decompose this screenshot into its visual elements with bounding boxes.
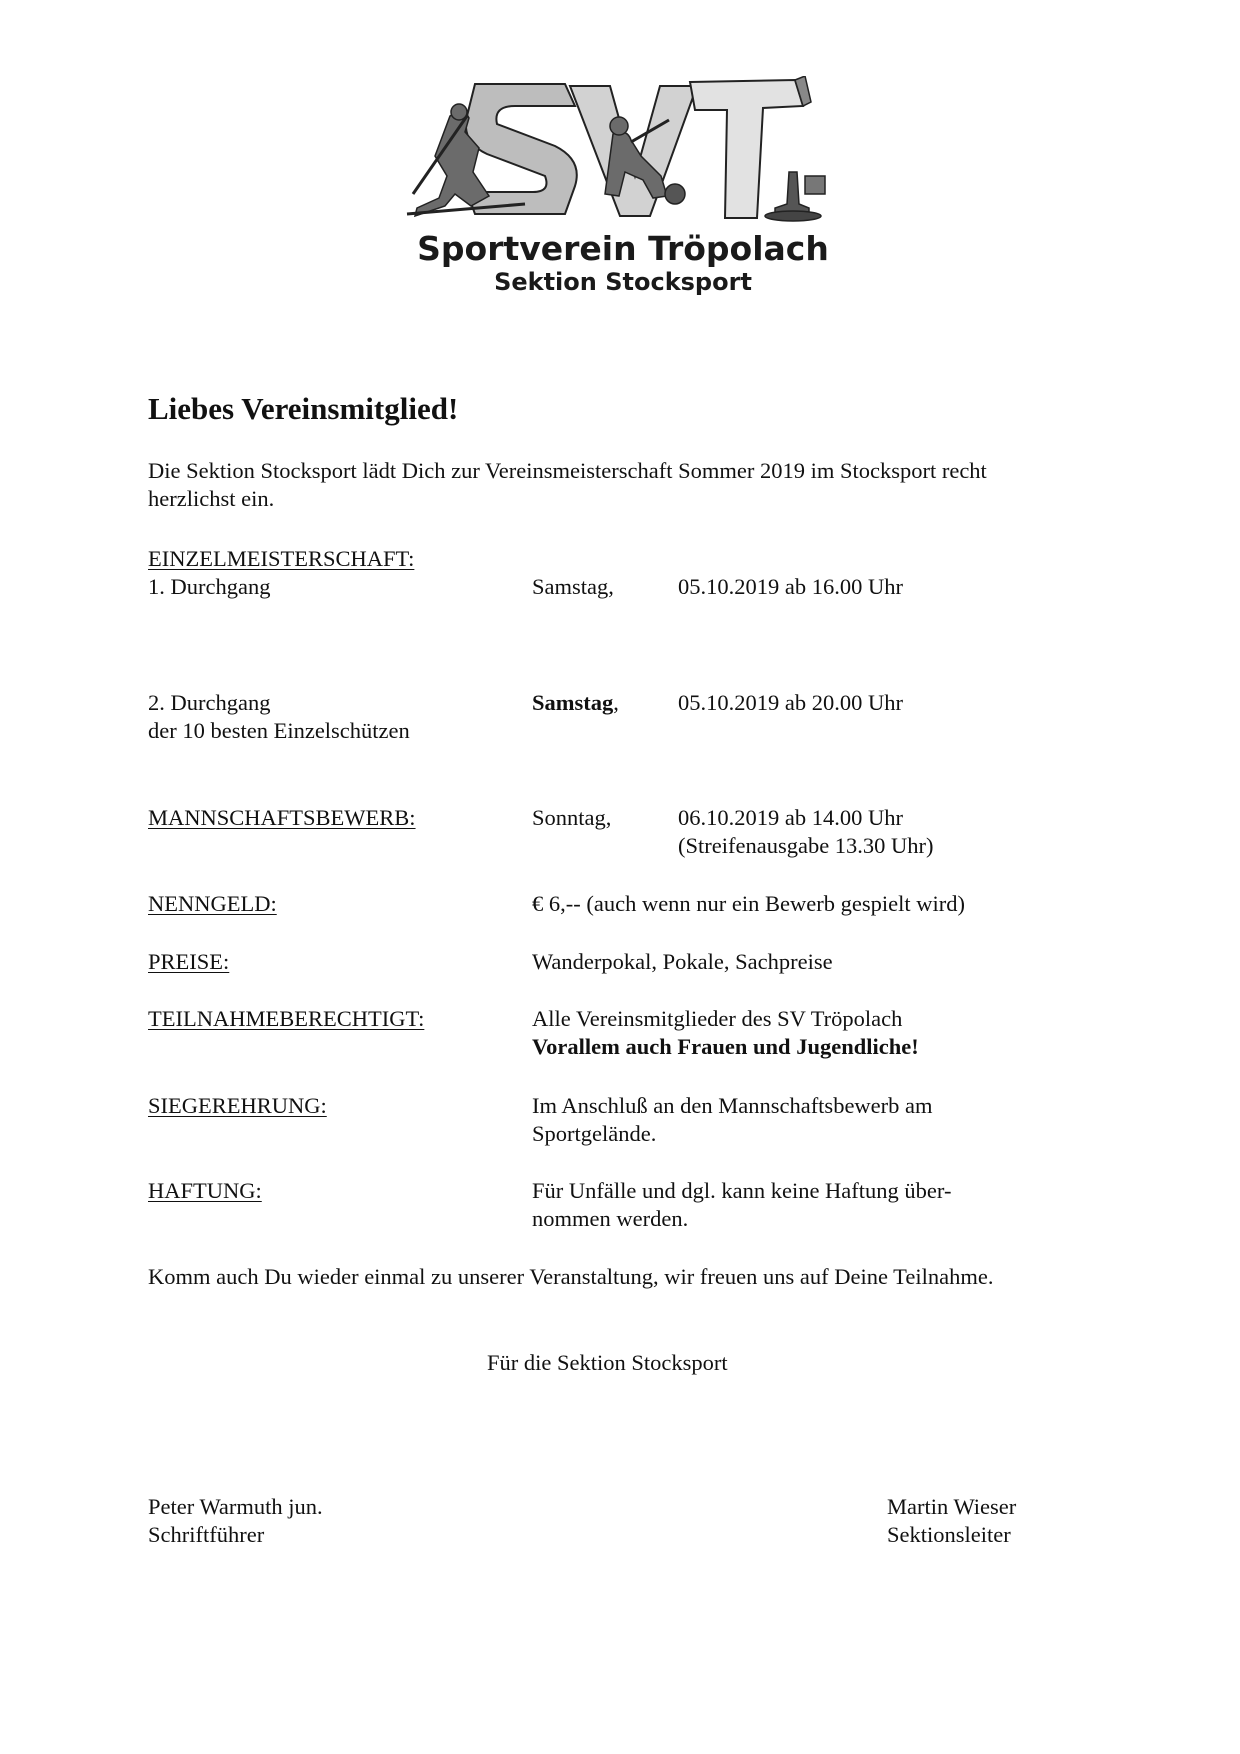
preise-label: PREISE: xyxy=(148,949,230,974)
haftung-label: HAFTUNG: xyxy=(148,1178,262,1203)
haftung-value-2: nommen werden. xyxy=(532,1206,689,1231)
greeting-heading: Liebes Vereinsmitglied! xyxy=(148,391,459,426)
mannschaft-time: 06.10.2019 ab 14.00 Uhr xyxy=(678,805,903,830)
signer-left-name: Peter Warmuth jun. xyxy=(148,1494,323,1519)
signer-left-role: Schriftführer xyxy=(148,1522,265,1547)
preise-value: Wanderpokal, Pokale, Sachpreise xyxy=(532,949,833,974)
closing-sentence: Komm auch Du wieder einmal zu unserer Veranstaltung, wir freuen uns auf Deine Teilnahme. xyxy=(148,1264,994,1289)
intro-line-1: Die Sektion Stocksport lädt Dich zur Vereinsmeisterschaft Sommer 2019 im Stocksport recht xyxy=(148,458,987,483)
on-behalf-line: Für die Sektion Stocksport xyxy=(487,1350,728,1375)
round2-time: 05.10.2019 ab 20.00 Uhr xyxy=(678,690,903,715)
teilnahme-value-1: Alle Vereinsmitglieder des SV Tröpolach xyxy=(532,1006,903,1031)
round2-sublabel: der 10 besten Einzelschützen xyxy=(148,718,410,743)
round1-label: 1. Durchgang xyxy=(148,574,271,599)
einzel-heading: EINZELMEISTERSCHAFT: xyxy=(148,546,415,571)
round2-day xyxy=(532,688,619,717)
nenngeld-label: NENNGELD: xyxy=(148,891,277,916)
teilnahme-value-2: Vorallem auch Frauen und Jugendliche! xyxy=(532,1034,919,1059)
signer-right-name: Martin Wieser xyxy=(887,1494,1017,1519)
mannschaft-day: Sonntag, xyxy=(532,805,612,830)
logo-club-name: Sportverein Tröpolach xyxy=(417,229,829,268)
mannschaft-note: (Streifenausgabe 13.30 Uhr) xyxy=(678,833,934,858)
logo-section-name: Sektion Stocksport xyxy=(494,268,752,296)
nenngeld-value: € 6,-- (auch wenn nur ein Bewerb gespielt wird) xyxy=(532,891,965,916)
signer-right-role: Sektionsleiter xyxy=(887,1522,1011,1547)
logo-emblem xyxy=(407,76,825,221)
teilnahme-label: TEILNAHMEBERECHTIGT: xyxy=(148,1006,425,1031)
siegerehrung-value-2: Sportgelände. xyxy=(532,1121,657,1146)
round2-day-comma: , xyxy=(613,690,619,715)
round2-label: 2. Durchgang xyxy=(148,690,271,715)
round2-day-bold: Samstag xyxy=(532,690,614,715)
siegerehrung-value-1: Im Anschluß an den Mannschaftsbewerb am xyxy=(532,1093,933,1118)
club-logo xyxy=(405,76,841,316)
round1-time: 05.10.2019 ab 16.00 Uhr xyxy=(678,574,903,599)
haftung-value-1: Für Unfälle und dgl. kann keine Haftung über- xyxy=(532,1178,952,1203)
round1-day: Samstag, xyxy=(532,574,614,599)
mannschaft-heading: MANNSCHAFTSBEWERB: xyxy=(148,805,416,830)
siegerehrung-label: SIEGEREHRUNG: xyxy=(148,1093,327,1118)
intro-line-2: herzlichst ein. xyxy=(148,486,275,511)
